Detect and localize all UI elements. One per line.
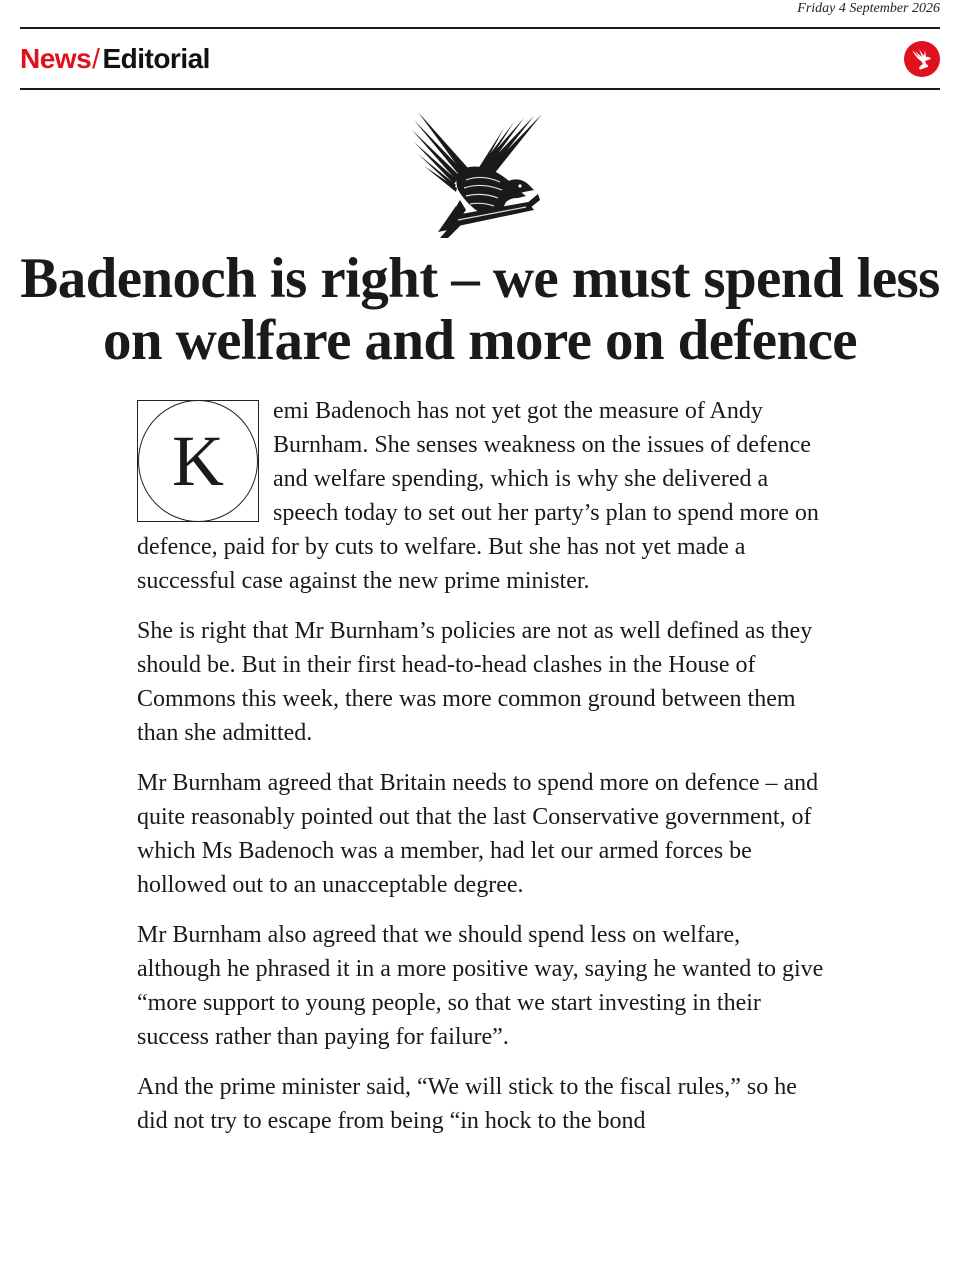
publication-date: Friday 4 September 2026 — [797, 1, 940, 16]
breadcrumb-separator: / — [92, 43, 100, 74]
article-paragraph — [137, 394, 827, 598]
eagle-icon — [909, 46, 935, 72]
article-paragraph: Mr Burnham agreed that Britain needs to spend more on defence – and quite reasonably pointed out that the last Conservative government, of which Ms Badenoch was a member, had let our armed forces be hollowed out to an unacceptable degree. — [137, 770, 819, 898]
article-headline: Badenoch is right – we must spend less on welfare and more on defence — [20, 247, 940, 372]
drop-cap-letter: K — [138, 400, 258, 522]
article-paragraph: And the prime minister said, “We will stick to the fiscal rules,” so he did not try to escape from being “in hock to the bond — [137, 1074, 797, 1134]
section-breadcrumb — [20, 40, 210, 80]
logo-badge[interactable] — [904, 41, 940, 77]
breadcrumb-section-link[interactable]: News — [20, 43, 92, 74]
header-divider — [20, 88, 940, 90]
top-divider — [20, 27, 940, 29]
drop-cap — [137, 400, 259, 522]
article-paragraph: Mr Burnham also agreed that we should spend less on welfare, although he phrased it in a more positive way, saying he wanted to give “more support to young people, so that we start investing in their success rather than paying for failure”. — [137, 922, 824, 1050]
article-body — [137, 394, 827, 1154]
eagle-icon — [410, 110, 550, 240]
paragraph-text: emi Badenoch has not yet got the measure of Andy Burnham. She senses weakness on the issues of defence and welfare spending, which is why she delivered a speech today to set out her party’s plan to spend more on defence, paid for by cuts to welfare. But she has not yet made a successful case against the new prime minister. — [137, 398, 819, 594]
article-paragraph: She is right that Mr Burnham’s policies are not as well defined as they should be. But in their first head-to-head clashes in the House of Commons this week, there was more common ground between them than she admitted. — [137, 618, 813, 746]
breadcrumb-subsection-link[interactable]: Editorial — [102, 43, 210, 74]
